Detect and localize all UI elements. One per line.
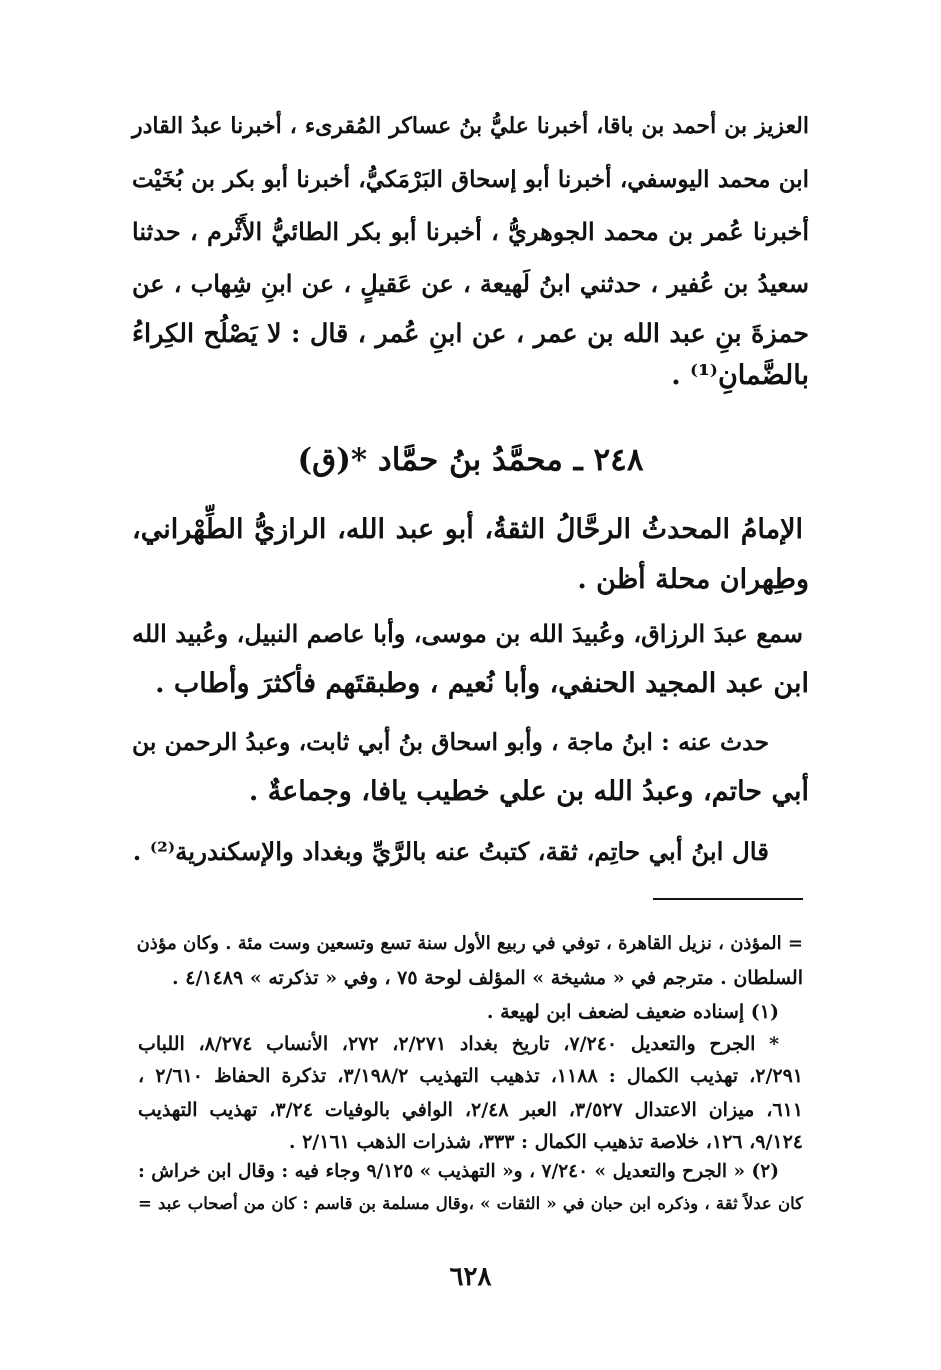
entry-heading: ٢٤٨ ـ محمَّدُ بنُ حمَّاد *(ق) <box>297 442 644 478</box>
footnote-line: (٢) « الجرح والتعديل » ٧/٢٤٠ ، و« التهذيب » ٩/١٢٥ وجاء فيه : وقال ابن خراش : <box>138 1161 779 1182</box>
footnote-line: ٦١١، ميزان الاعتدال ٣/٥٢٧، العبر ٢/٤٨، الوافي بالوفيات ٣/٢٤، تهذيب التهذيب <box>138 1099 803 1121</box>
footnote-line: * الجرح والتعديل ٧/٢٤٠، تاريخ بغداد ٢/٢٧١، ٢٧٢، الأنساب ٨/٢٧٤، اللباب <box>138 1033 780 1055</box>
footnote-line: السلطان . مترجم في « مشيخة » المؤلف لوحة ٧٥ ، وفي « تذكرته » ٤/١٤٨٩ . <box>172 967 803 989</box>
footnote-line: ٩/١٢٤، ١٢٦، خلاصة تذهيب الكمال : ٣٣٣، شذرات الذهب ٢/١٦١ . <box>288 1131 803 1153</box>
text-line: العزيز بن أحمد بن باقا، أخبرنا عليُّ بنُ عساكر المُقرىء ، أخبرنا عبدُ القادر <box>132 113 809 139</box>
text-line: أخبرنا عُمر بن محمد الجوهريُّ ، أخبرنا أبو بكر الطائيُّ الأَثْرم ، حدثنا <box>132 217 809 246</box>
footnote-line: = المؤذن ، نزيل القاهرة ، توفي في ربيع الأول سنة تسع وتسعين وست مئة . وكان مؤذن <box>136 933 803 954</box>
footnote-line: ٢/٢٩١، تهذيب الكمال : ١١٨٨، تذهيب التهذيب ٣/١٩٨/٢، تذكرة الحفاظ ٢/٦١٠ ، <box>138 1065 804 1087</box>
text-line: وطِهران محلة أظن . <box>577 564 809 595</box>
footnote-line: (١) إسناده ضعيف لضعف ابن لهيعة . <box>486 1001 779 1023</box>
text-line: سعيدُ بن عُفير ، حدثني ابنُ لَهيعة ، عن عَقيلٍ ، عن ابنِ شِهاب ، عن <box>132 269 809 298</box>
text-line: حدث عنه : ابنُ ماجة ، وأبو اسحاق بنُ أبي ثابت، وعبدُ الرحمن بن <box>132 728 769 756</box>
footnote-line: كان عدلاً ثقة ، وذكره ابن حبان في « الثقات » ،وقال مسلمة بن قاسم : كان من أصحاب عبد = <box>138 1194 803 1213</box>
footnote-separator <box>653 898 803 900</box>
text-line: الإمامُ المحدثُ الرحَّالُ الثقةُ، أبو عبد الله، الرازيُّ الطِّهْراني، <box>132 514 803 545</box>
text-line: ابن محمد اليوسفي، أخبرنا أبو إسحاق البَرْمَكيُّ، أخبرنا أبو بكر بن بُخَيْت <box>132 166 809 193</box>
text-line: أبي حاتم، وعبدُ الله بن علي خطيب يافا، وجماعةٌ . <box>248 776 809 807</box>
text-line: حمزةَ بنِ عبد الله بن عمر ، عن ابنِ عُمر ، قال : لا يَصْلُح الكِراءُ <box>132 319 809 349</box>
page-number: ٦٢٨ <box>449 1262 492 1292</box>
text-line: سمع عبدَ الرزاق، وعُبيدَ الله بن موسى، وأبا عاصم النبيل، وعُبيد الله <box>132 619 803 648</box>
text-line: بالضَّمانِ⁽¹⁾ . <box>671 360 809 391</box>
text-line: قال ابنُ أبي حاتِم، ثقة، كتبتُ عنه بالرَّيِّ وبغداد والإسكندرية⁽²⁾ . <box>132 837 769 866</box>
text-line: ابن عبد المجيد الحنفي، وأبا نُعيم ، وطبقتَهم فأكثرَ وأطاب . <box>155 668 809 699</box>
